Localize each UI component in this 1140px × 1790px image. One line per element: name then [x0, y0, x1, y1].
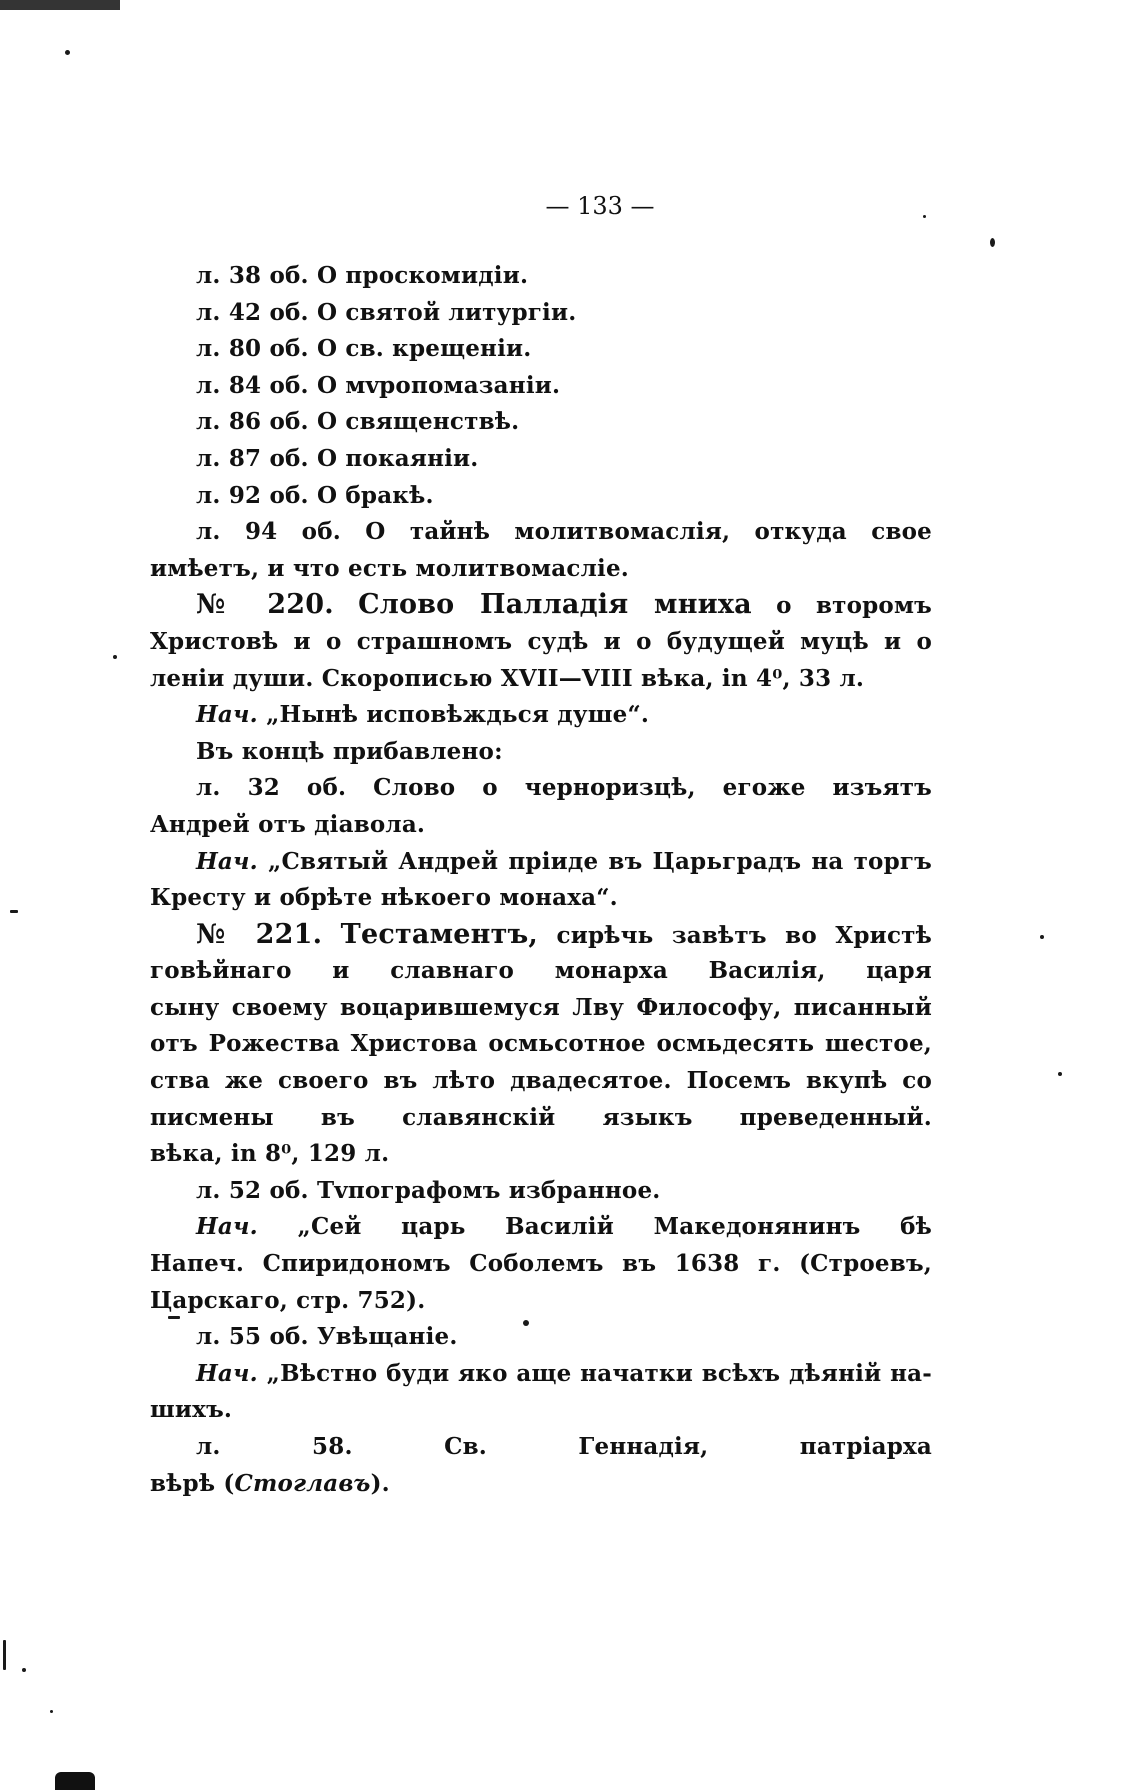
incipit-text: „Святый Андрей пріиде въ Царьградъ на торгъ: [268, 847, 932, 875]
speck: [3, 1640, 6, 1670]
incipit-text: „Сей царь Василій Македонянинъ бѣ: [297, 1213, 932, 1241]
speck: [1040, 935, 1044, 939]
page-number: — 133 —: [545, 192, 655, 220]
incipit-line: [150, 1209, 932, 1246]
text-fragment: ).: [370, 1469, 390, 1497]
speck: [990, 238, 995, 247]
text-line: л. 38 об. О проскомидіи.: [196, 262, 529, 289]
incipit-text: „Вѣстно буди яко аще начатки всѣхъ дѣяній на-: [266, 1359, 932, 1387]
text-line: ства же своего въ лѣто двадесятое. Посемъ вкупѣ со: [150, 1067, 932, 1095]
entry-title: Тестаментъ,: [340, 918, 539, 950]
text-line: Царскаго, стр. 752).: [150, 1286, 426, 1314]
text-fragment-italic: Стоглавъ: [234, 1469, 371, 1497]
entry-number: № 221.: [196, 918, 323, 950]
text-line: л. 32 об. Слово о черноризцѣ, егоже изъятъ: [196, 774, 932, 802]
text-line: говѣйнаго и славнаго монарха Василія, царя: [150, 957, 932, 985]
text-fragment: вѣрѣ (: [150, 1469, 235, 1497]
text-line: леніи души. Скорописью XVII—VIII вѣка, in 4⁰, 33 л.: [150, 664, 865, 692]
entry-220-heading: [150, 587, 932, 624]
incipit-label: Нач.: [196, 847, 258, 875]
text-line: л. 80 об. О св. крещеніи.: [196, 335, 532, 363]
speck: [10, 910, 18, 913]
text-line: л. 86 об. О священствѣ.: [196, 408, 520, 436]
text-line: имѣетъ, и что есть молитвомасліе.: [150, 554, 630, 582]
text-line: отъ Рожества Христова осмьсотное осмьдесять шестое,: [150, 1030, 932, 1058]
incipit-line: [150, 844, 932, 881]
text-line: Въ концѣ прибавлено:: [196, 737, 503, 765]
entry-title: Слово Палладія мниха: [358, 589, 752, 621]
entry-number: № 220.: [196, 589, 334, 621]
incipit-label: Нач.: [196, 1359, 258, 1387]
text-line: л. 55 об. Увѣщаніе.: [196, 1323, 458, 1351]
text-line: л. 52 об. Тvпографомъ избранное.: [196, 1176, 661, 1204]
scan-artifact-bottom-left: [55, 1772, 95, 1790]
text-line: л. 94 об. О тайнѣ молитвомаслія, откуда свое: [196, 518, 932, 546]
text-line: сыну своему воцарившемуся Лву Философу, писанный: [150, 993, 932, 1021]
text-line: Андрей отъ діавола.: [150, 810, 426, 838]
text-line: Напеч. Спиридономъ Соболемъ въ 1638 г. (Строевъ,: [150, 1250, 932, 1278]
incipit-label: Нач.: [196, 701, 258, 729]
text-line: л. 87 об. О покаяніи.: [196, 444, 479, 472]
speck: [1058, 1072, 1062, 1076]
speck: [65, 50, 70, 55]
text-line: [150, 1466, 932, 1503]
text-line: л. 58. Св. Геннадія, патріарха: [196, 1433, 932, 1460]
entry-221-heading: [150, 917, 932, 954]
text-line: л. 84 об. О мvропомазаніи.: [196, 371, 561, 399]
incipit-line: [150, 1356, 932, 1393]
main-text: [150, 258, 932, 1502]
scan-artifact-top-left: [0, 0, 120, 10]
speck: [50, 1710, 53, 1713]
incipit-text: „Нынѣ исповѣждься душе“.: [266, 701, 650, 729]
entry-description: о второмъ: [776, 592, 932, 620]
text-line: Кресту и обрѣте нѣкоего монаха“.: [150, 884, 618, 912]
incipit-label: Нач.: [196, 1213, 258, 1241]
text-line: Христовѣ и о страшномъ судѣ и о будущей муцѣ и о: [150, 627, 932, 655]
text-line: л. 42 об. О святой литургіи.: [196, 298, 577, 326]
incipit-line: [150, 697, 932, 734]
speck: [22, 1668, 26, 1672]
speck: [113, 655, 117, 659]
text-line: вѣка, in 8⁰, 129 л.: [150, 1140, 390, 1168]
entry-description: сирѣчь завѣтъ во Христѣ: [556, 921, 932, 949]
text-line: шихъ.: [150, 1396, 233, 1424]
text-line: л. 92 об. О бракѣ.: [196, 481, 434, 509]
text-line: писмены въ славянскій языкъ преведенный.: [150, 1103, 932, 1131]
